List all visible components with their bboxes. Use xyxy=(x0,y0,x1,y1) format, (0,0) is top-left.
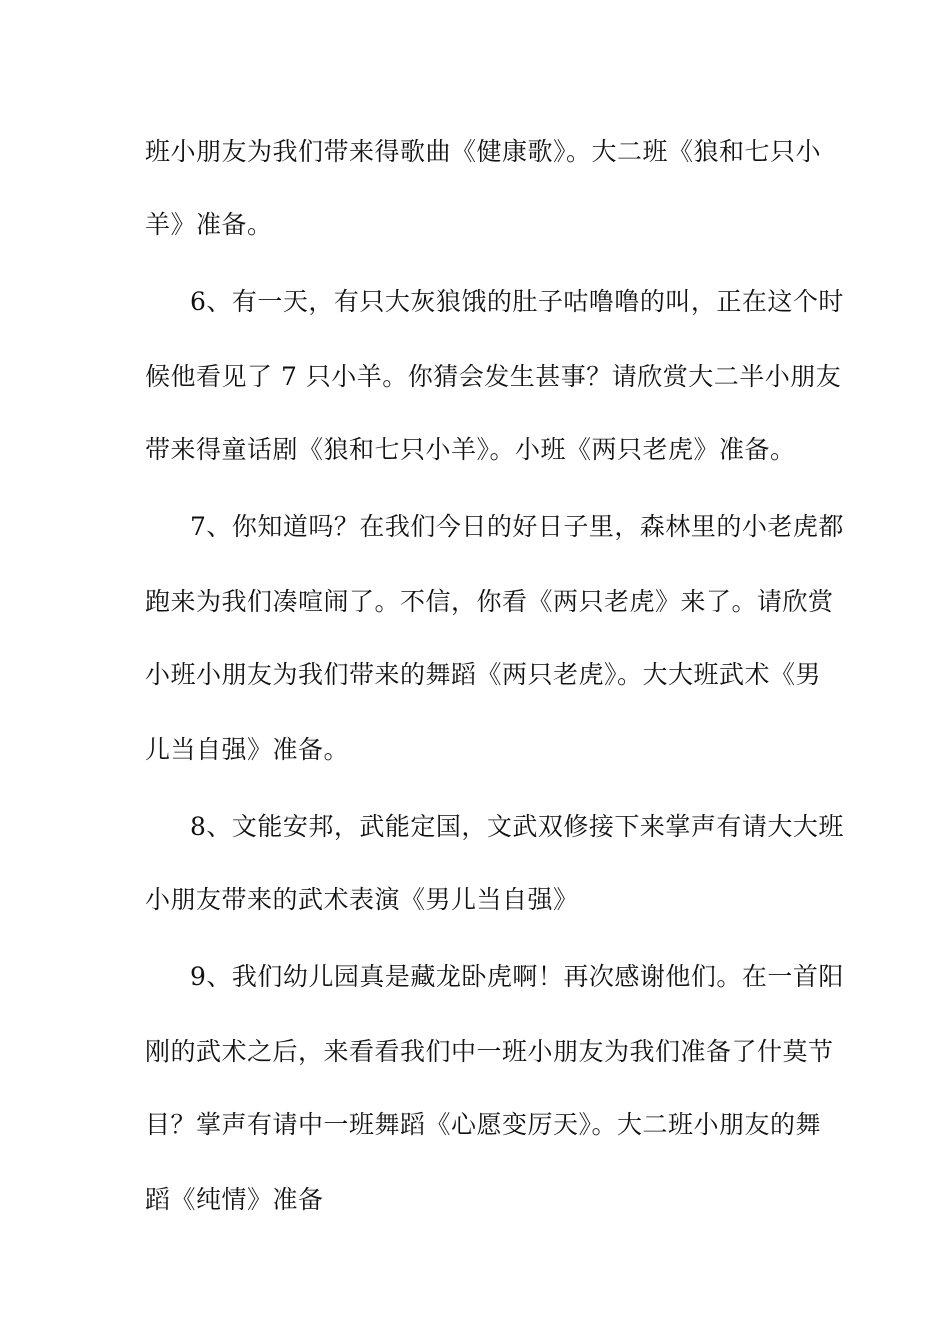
text-line: 目？掌声有请中一班舞蹈《心愿变厉天》。大二班小朋友的舞 xyxy=(145,1110,822,1139)
text-line: 班小朋友为我们带来得歌曲《健康歌》。大二班《狼和七只小 xyxy=(145,137,822,166)
paragraph-start-line: 7、你知道吗？在我们今日的好日子里，森林里的小老虎都 xyxy=(190,512,844,541)
paragraph-start-line: 8、文能安邦，武能定国，文武双修接下来掌声有请大大班 xyxy=(190,812,844,841)
text-line: 小班小朋友为我们带来的舞蹈《两只老虎》。大大班武术《男 xyxy=(145,660,822,689)
text-line: 蹈《纯情》准备 xyxy=(145,1185,324,1214)
text-line: 带来得童话剧《狼和七只小羊》。小班《两只老虎》准备。 xyxy=(145,435,796,464)
paragraph-start-line: 6、有一天，有只大灰狼饿的肚子咕噜噜的叫，正在这个时 xyxy=(190,287,844,316)
text-line: 跑来为我们凑喧闹了。不信，你看《两只老虎》来了。请欣赏 xyxy=(145,587,834,616)
text-line: 小朋友带来的武术表演《男儿当自强》 xyxy=(145,885,579,914)
text-line: 候他看见了 7 只小羊。你猜会发生甚事？请欣赏大二半小朋友 xyxy=(145,362,842,391)
text-line: 儿当自强》准备。 xyxy=(145,735,350,764)
paragraph-start-line: 9、我们幼儿园真是藏龙卧虎啊！再次感谢他们。在一首阳 xyxy=(190,962,844,991)
text-line: 羊》准备。 xyxy=(145,210,273,239)
text-line: 刚的武术之后，来看看我们中一班小朋友为我们准备了什莫节 xyxy=(145,1037,834,1066)
